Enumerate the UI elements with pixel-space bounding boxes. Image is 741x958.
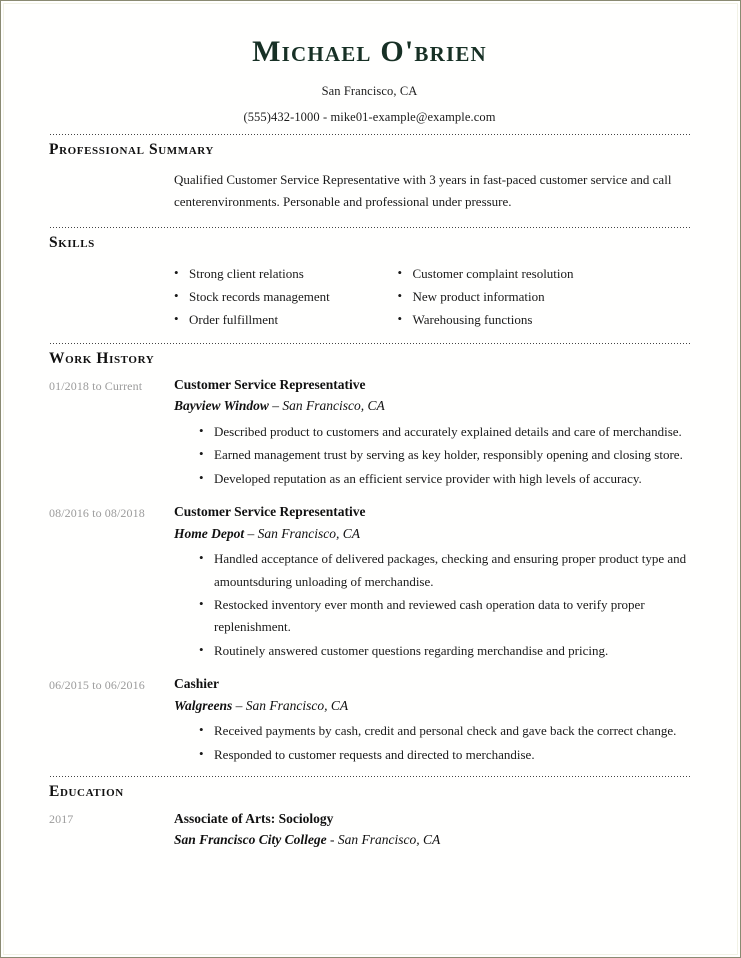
summary-text: Qualified Customer Service Representative with 3 years in fast-paced customer service and call centerenvironments. Personable and professional under pressure. (174, 172, 672, 210)
job-title: Cashier (174, 675, 219, 691)
job-bullet-list (174, 548, 690, 662)
work-history-entry (49, 675, 690, 767)
divider-above-skills (49, 227, 690, 228)
job-dates: 06/2015 to 06/2016 (49, 677, 145, 692)
list-item: • Handled acceptance of delivered packages, checking and ensuring proper product type and amountsduring unloading of merchandise. (199, 548, 690, 593)
list-item: • New product information (398, 285, 691, 308)
job-company-name: Walgreens (174, 697, 233, 713)
skills-list-right (398, 262, 691, 331)
education-location: San Francisco, CA (337, 832, 441, 848)
list-item: • Customer complaint resolution (398, 262, 691, 285)
skills-list-left (174, 262, 370, 331)
list-item: • Routinely answered customer questions regarding merchandise and pricing. (199, 640, 690, 662)
job-location: San Francisco, CA (257, 525, 360, 541)
job-location: San Francisco, CA (245, 697, 349, 713)
summary-row (49, 169, 690, 214)
professional-summary-section (49, 161, 690, 218)
divider-above-work-history (49, 343, 690, 344)
skills-column-left (49, 262, 370, 331)
job-location: San Francisco, CA (282, 398, 385, 414)
candidate-name: Michael O'brien (252, 35, 487, 68)
skills-section (49, 254, 690, 334)
job-details (174, 376, 690, 491)
list-item: • Responded to customer requests and directed to merchandise. (199, 744, 690, 766)
resume-sheet (1, 1, 740, 853)
section-title-education: Education (49, 782, 124, 800)
list-item: • Received payments by cash, credit and personal check and gave back the correct change. (199, 720, 690, 742)
job-title: Customer Service Representative (174, 376, 366, 392)
job-bullet-list (174, 421, 690, 490)
education-details (174, 809, 690, 854)
job-separator: – (232, 697, 246, 713)
job-bullet-list (174, 720, 690, 766)
job-company-line (174, 693, 690, 719)
job-title: Customer Service Representative (174, 503, 366, 519)
candidate-location: San Francisco, CA (321, 84, 418, 98)
education-degree: Associate of Arts: Sociology (174, 810, 334, 826)
education-separator: - (326, 832, 338, 848)
education-section (49, 809, 690, 854)
job-separator: – (244, 525, 258, 541)
list-item: • Warehousing functions (398, 308, 691, 331)
list-item: • Earned management trust by serving as key holder, responsibly opening and closing store. (199, 444, 690, 466)
candidate-contact: (555)432-1000 - mike01-example@example.com (243, 110, 496, 124)
job-dates: 01/2018 to Current (49, 378, 143, 393)
section-title-work-history: Work History (49, 349, 155, 367)
education-entry (49, 809, 690, 854)
list-item: • Restocked inventory ever month and reviewed cash operation data to verify proper replenishment. (199, 594, 690, 639)
section-title-professional-summary: Professional Summary (49, 141, 214, 158)
list-item: • Described product to customers and accurately explained details and care of merchandise. (199, 421, 690, 443)
job-details (174, 503, 690, 663)
job-company-name: Home Depot (174, 525, 245, 541)
divider-above-education (49, 776, 690, 777)
work-history-entry (49, 503, 690, 663)
summary-body (174, 169, 690, 214)
education-school-name: San Francisco City College (174, 832, 327, 848)
list-item: • Developed reputation as an efficient service provider with high levels of accuracy. (199, 468, 690, 490)
list-item: • Order fulfillment (174, 308, 370, 331)
section-title-skills: Skills (49, 233, 95, 251)
work-history-entry (49, 376, 690, 491)
job-separator: – (268, 398, 283, 414)
education-year: 2017 (49, 811, 74, 826)
job-dates: 08/2016 to 08/2018 (49, 505, 145, 520)
summary-gutter (49, 169, 174, 172)
job-details (174, 675, 690, 767)
list-item: • Stock records management (174, 285, 370, 308)
skills-column-right (370, 262, 691, 331)
work-history-section (49, 376, 690, 767)
list-item: • Strong client relations (174, 262, 370, 285)
job-company-name: Bayview Window (174, 398, 269, 414)
education-school-line (174, 828, 690, 853)
job-company-line (174, 393, 690, 419)
job-company-line (174, 521, 690, 547)
divider-above-summary (49, 134, 690, 135)
